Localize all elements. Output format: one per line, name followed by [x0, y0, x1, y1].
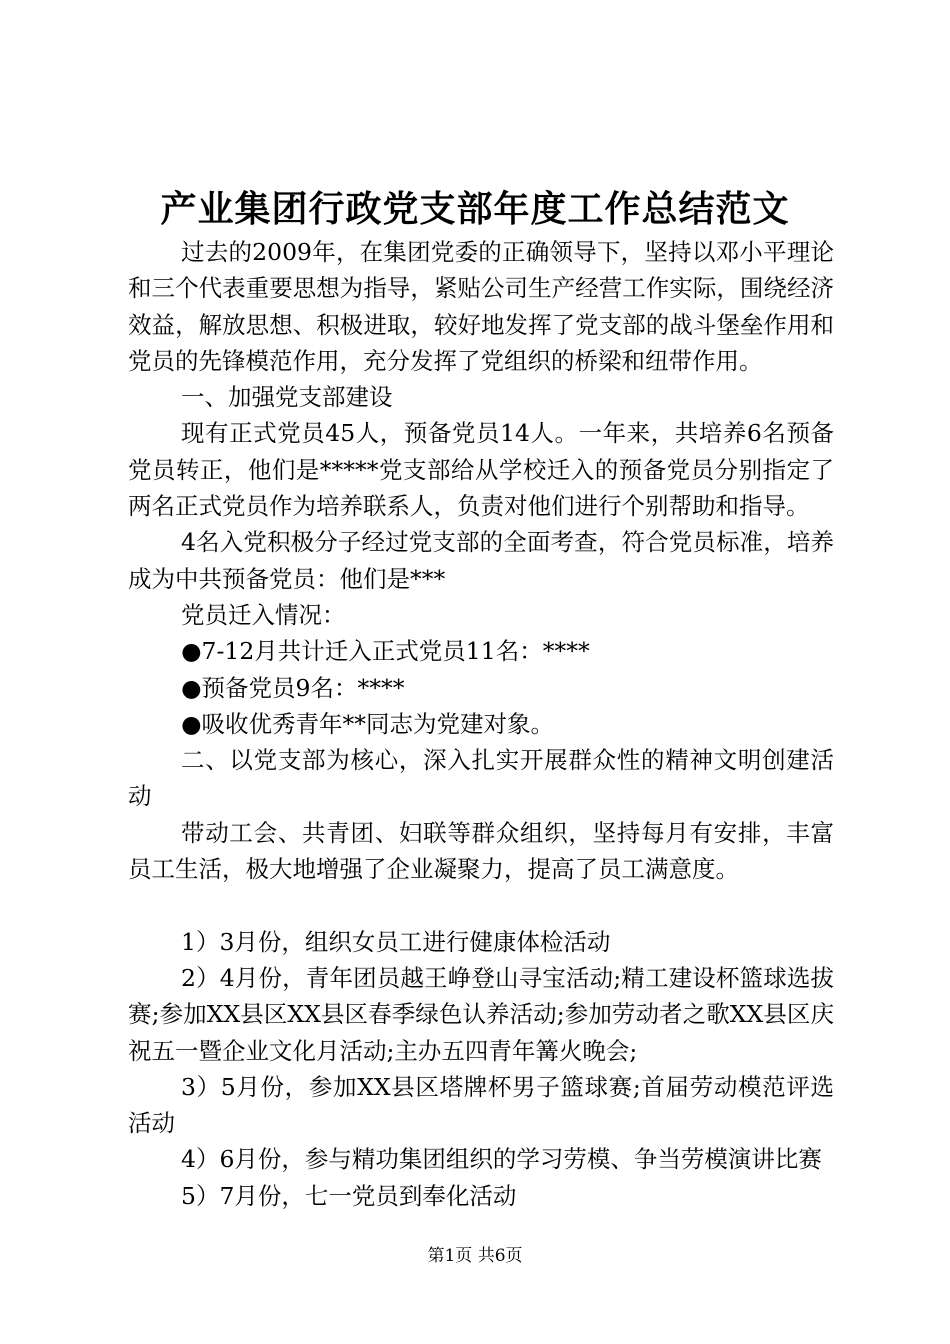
list-item: 2）4月份，青年团员越王峥登山寻宝活动;精工建设杯篮球选拔赛;参加XX县区XX县区春季绿色认养活动;参加劳动者之歌XX县区庆祝五一暨企业文化月活动;主办五四青年篝火晚会; — [128, 963, 834, 1065]
section-heading-1: 一、加强党支部建设 — [181, 383, 393, 412]
activities-intro-paragraph: 带动工会、共青团、妇联等群众组织，坚持每月有安排，丰富员工生活，极大地增强了企业凝聚力，提高了员工满意度。 — [128, 818, 834, 884]
activist-paragraph: 4名入党积极分子经过党支部的全面考查，符合党员标准，培养成为中共预备党员：他们是*** — [128, 528, 834, 593]
bullet-item: ●7-12月共计迁入正式党员11名：**** — [181, 637, 590, 666]
list-item: 1）3月份，组织女员工进行健康体检活动 — [181, 927, 611, 956]
list-item: 4）6月份，参与精功集团组织的学习劳模、争当劳模演讲比赛 — [181, 1145, 822, 1174]
list-item: 3）5月份，参加XX县区塔牌杯男子篮球赛;首届劳动模范评选活动 — [128, 1072, 834, 1138]
transfer-heading: 党员迁入情况： — [181, 600, 346, 629]
intro-paragraph: 过去的2009年，在集团党委的正确领导下，坚持以邓小平理论和三个代表重要思想为指导，紧贴公司生产经营工作实际，围绕经济效益，解放思想、积极进取，较好地发挥了党支部的战斗堡垒作用和党员的先锋模范作用，充分发挥了党组织的桥梁和纽带作用。 — [128, 238, 834, 375]
document-title: 产业集团行政党支部年度工作总结范文 — [160, 188, 790, 230]
page-footer: 第1页 共6页 — [427, 1246, 523, 1266]
document-body — [128, 234, 834, 1214]
list-item: 5）7月份，七一党员到奉化活动 — [181, 1181, 517, 1210]
blank-line — [128, 887, 834, 923]
section-heading-2: 二、以党支部为核心，深入扎实开展群众性的精神文明创建活动 — [128, 746, 834, 811]
member-count-paragraph: 现有正式党员45人，预备党员14人。一年来，共培养6名预备党员转正，他们是*****党支部给从学校迁入的预备党员分别指定了两名正式党员作为培养联系人，负责对他们进行个别帮助和指导。 — [128, 419, 834, 521]
bullet-item: ●预备党员9名：**** — [181, 673, 405, 702]
bullet-item: ●吸收优秀青年**同志为党建对象。 — [181, 709, 555, 738]
